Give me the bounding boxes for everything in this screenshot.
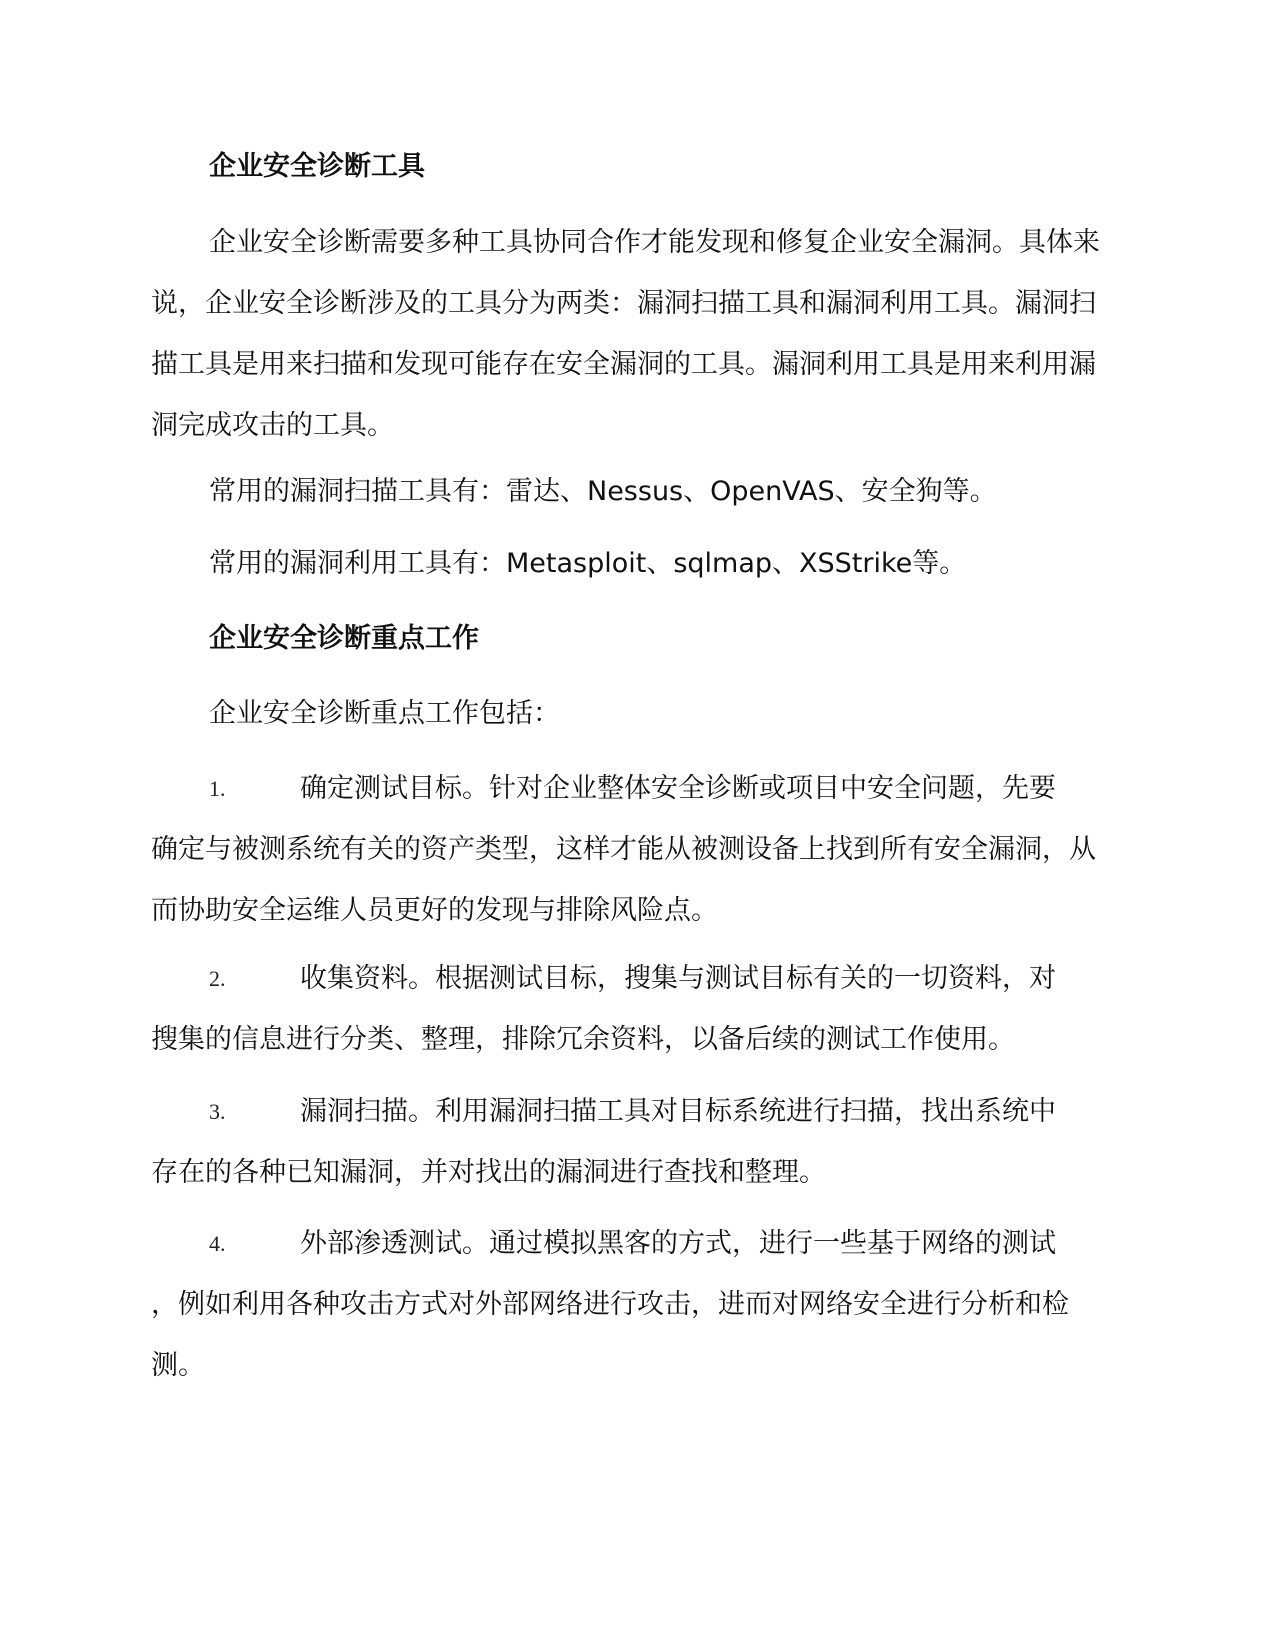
list-number: 2. xyxy=(209,966,226,991)
list-item-continuation: ，例如利用各种攻击方式对外部网络进行攻击，进而对网络安全进行分析和检测。 xyxy=(151,1289,1069,1381)
list-item-first-line: 漏洞扫描。利用漏洞扫描工具对目标系统进行扫描，找出系统中 xyxy=(300,1096,1056,1127)
list-item-2 xyxy=(151,948,1119,1070)
list-item-first-line: 收集资料。根据测试目标，搜集与测试目标有关的一切资料，对 xyxy=(300,963,1056,994)
list-item-continuation: 搜集的信息进行分类、整理，排除冗余资料，以备后续的测试工作使用。 xyxy=(151,1024,1015,1055)
list-item-continuation: 存在的各种已知漏洞，并对找出的漏洞进行查找和整理。 xyxy=(151,1157,826,1188)
key-work-intro: 企业安全诊断重点工作包括： xyxy=(209,698,560,729)
list-item-4 xyxy=(151,1213,1119,1396)
tools-intro-paragraph: 企业安全诊断需要多种工具协同合作才能发现和修复企业安全漏洞。具体来说，企业安全诊断涉及的工具分为两类：漏洞扫描工具和漏洞利用工具。漏洞扫描工具是用来扫描和发现可能存在安全漏洞的工具。漏洞利用工具是用来利用漏洞完成攻击的工具。 xyxy=(151,227,1100,441)
section-heading-key-work: 企业安全诊断重点工作 xyxy=(209,623,479,654)
list-item-1 xyxy=(151,758,1119,941)
list-item-first-line: 外部渗透测试。通过模拟黑客的方式，进行一些基于网络的测试 xyxy=(300,1228,1056,1259)
scan-tools-paragraph: 常用的漏洞扫描工具有：雷达、Nessus、OpenVAS、安全狗等。 xyxy=(209,476,997,507)
list-item-continuation: 确定与被测系统有关的资产类型，这样才能从被测设备上找到所有安全漏洞，从而协助安全运维人员更好的发现与排除风险点。 xyxy=(151,834,1096,926)
exploit-tools-paragraph: 常用的漏洞利用工具有：Metasploit、sqlmap、XSStrike等。 xyxy=(209,548,967,579)
list-number: 3. xyxy=(209,1099,226,1124)
list-item-first-line: 确定测试目标。针对企业整体安全诊断或项目中安全问题，先要 xyxy=(300,773,1056,804)
list-number: 1. xyxy=(209,776,226,801)
list-item-3 xyxy=(151,1081,1119,1203)
list-number: 4. xyxy=(209,1231,226,1256)
section-heading-tools: 企业安全诊断工具 xyxy=(209,151,425,182)
